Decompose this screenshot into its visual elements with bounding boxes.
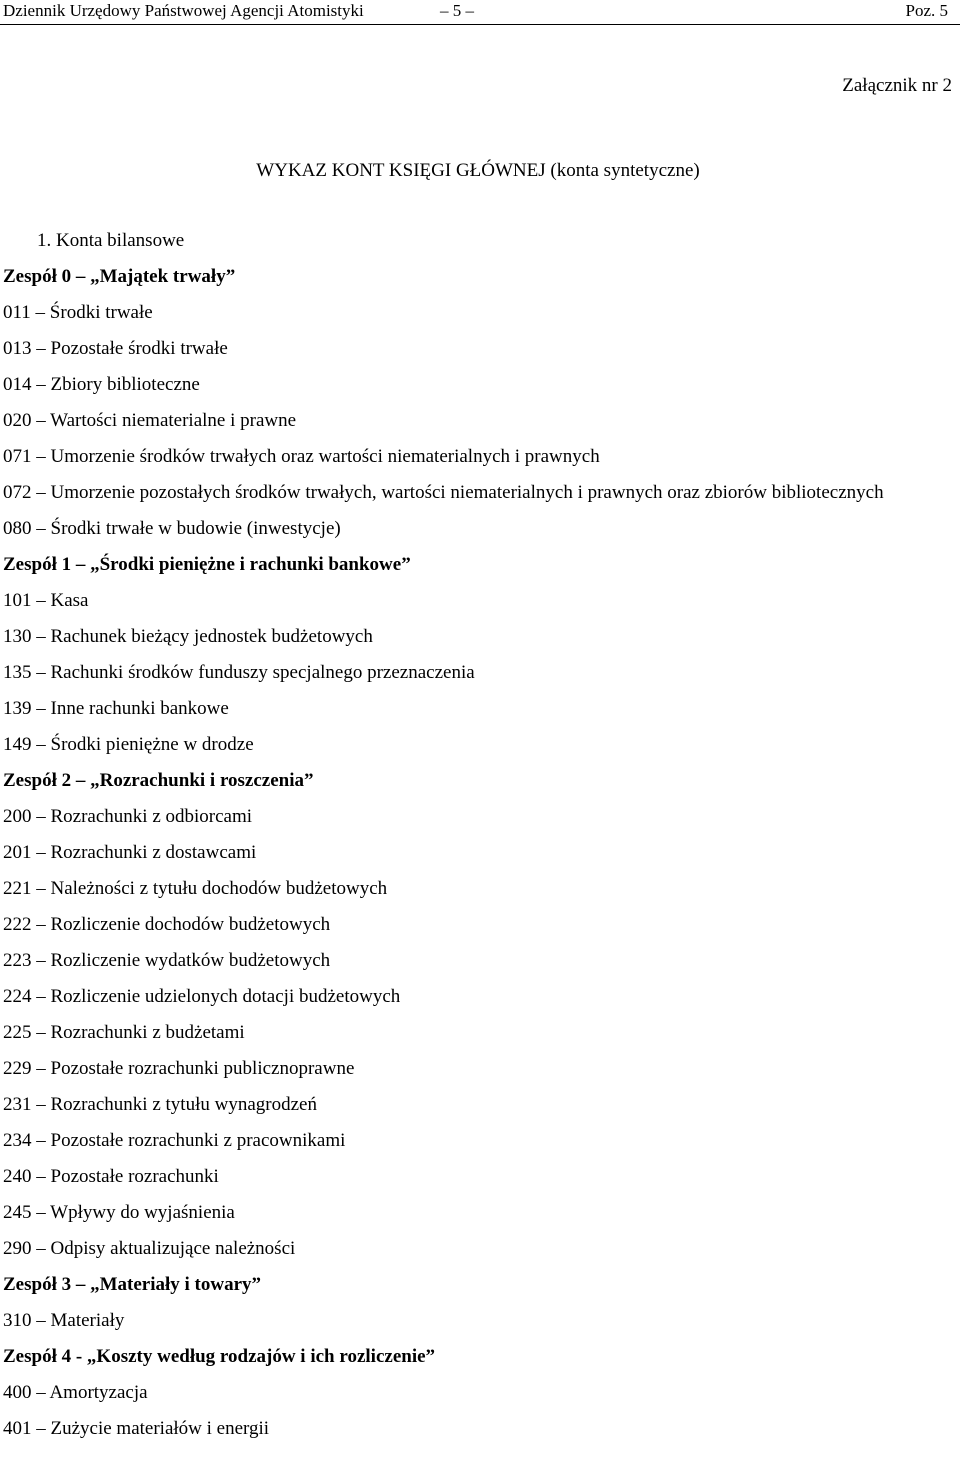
account-item: 224 – Rozliczenie udzielonych dotacji budżetowych [3, 986, 401, 1007]
account-item: 149 – Środki pieniężne w drodze [3, 734, 254, 755]
account-item: 245 – Wpływy do wyjaśnienia [3, 1202, 235, 1223]
account-item: 101 – Kasa [3, 590, 89, 611]
account-item: 401 – Zużycie materiałów i energii [3, 1418, 270, 1439]
account-item: 310 – Materiały [3, 1310, 125, 1331]
header-divider [0, 24, 960, 25]
accounts-list [3, 229, 955, 1453]
account-item: 222 – Rozliczenie dochodów budżetowych [3, 914, 331, 935]
account-item: 200 – Rozrachunki z odbiorcami [3, 806, 253, 827]
account-item: 400 – Amortyzacja [3, 1382, 148, 1403]
page-number: – 5 – [440, 1, 474, 20]
group-heading: Zespół 2 – „Rozrachunki i roszczenia” [3, 770, 314, 791]
position-number: Poz. 5 [905, 1, 948, 20]
account-item: 080 – Środki trwałe w budowie (inwestycje) [3, 518, 341, 539]
account-item: 221 – Należności z tytułu dochodów budżetowych [3, 878, 388, 899]
journal-name: Dziennik Urzędowy Państwowej Agencji Atomistyki [3, 1, 364, 20]
account-item: 130 – Rachunek bieżący jednostek budżetowych [3, 626, 373, 647]
group-heading: Zespół 4 - „Koszty według rodzajów i ich rozliczenie” [3, 1346, 436, 1367]
account-item: 071 – Umorzenie środków trwałych oraz wartości niematerialnych i prawnych [3, 446, 600, 467]
account-item: 240 – Pozostałe rozrachunki [3, 1166, 219, 1187]
account-item: 234 – Pozostałe rozrachunki z pracownikami [3, 1130, 346, 1151]
group-heading: Zespół 3 – „Materiały i towary” [3, 1274, 262, 1295]
document-title-text: WYKAZ KONT KSIĘGI GŁÓWNEJ (konta syntetyczne) [256, 160, 700, 181]
account-item: 020 – Wartości niematerialne i prawne [3, 410, 297, 431]
section-heading: 1. Konta bilansowe [37, 230, 185, 251]
account-item: 223 – Rozliczenie wydatków budżetowych [3, 950, 331, 971]
account-item: 229 – Pozostałe rozrachunki publicznoprawne [3, 1058, 355, 1079]
account-item: 231 – Rozrachunki z tytułu wynagrodzeń [3, 1094, 317, 1115]
account-item: 072 – Umorzenie pozostałych środków trwałych, wartości niematerialnych i prawnych oraz zbiorów bibliotecznych [3, 482, 884, 503]
account-item: 013 – Pozostałe środki trwałe [3, 338, 228, 359]
group-heading: Zespół 1 – „Środki pieniężne i rachunki bankowe” [3, 554, 411, 575]
account-item: 011 – Środki trwałe [3, 302, 153, 323]
group-heading: Zespół 0 – „Majątek trwały” [3, 266, 236, 287]
account-item: 014 – Zbiory biblioteczne [3, 374, 200, 395]
account-item: 201 – Rozrachunki z dostawcami [3, 842, 257, 863]
account-item: 225 – Rozrachunki z budżetami [3, 1022, 245, 1043]
account-item: 135 – Rachunki środków funduszy specjalnego przeznaczenia [3, 662, 475, 683]
annex-label: Załącznik nr 2 [842, 75, 952, 96]
document-title [0, 158, 960, 184]
account-item: 139 – Inne rachunki bankowe [3, 698, 229, 719]
page-header [0, 0, 960, 22]
account-item: 290 – Odpisy aktualizujące należności [3, 1238, 296, 1259]
